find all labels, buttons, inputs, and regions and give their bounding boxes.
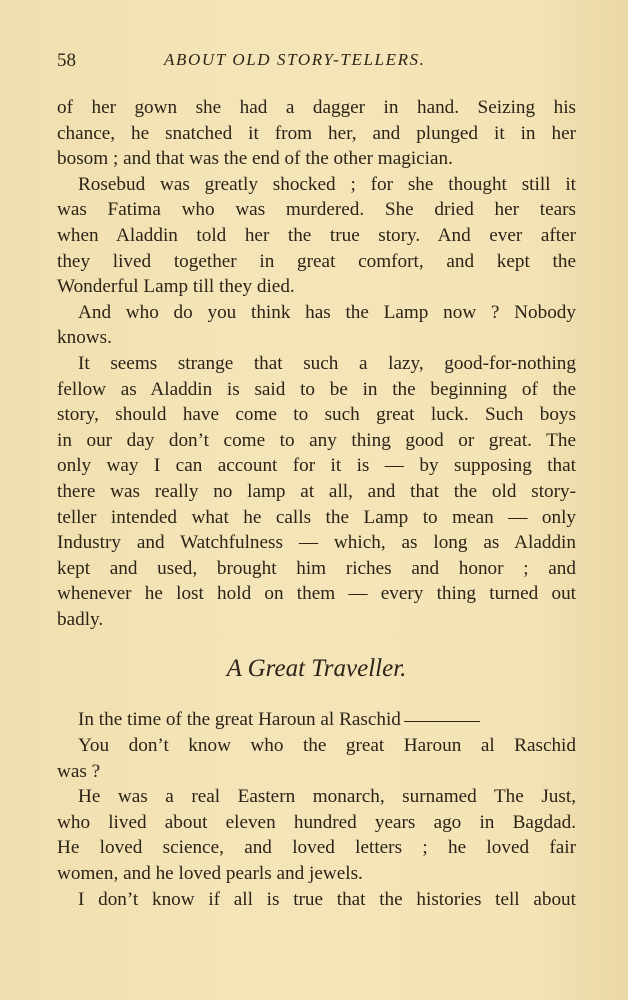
page-body: [57, 95, 576, 912]
text-line: chance, he snatched it from her, and plunged it in her: [57, 122, 576, 144]
section-title: A Great Traveller.: [226, 655, 407, 683]
text-line: whenever he lost hold on them — every thing turned out: [57, 583, 576, 605]
text-line: Industry and Watchfulness — which, as long as Aladdin: [57, 532, 576, 554]
text-line: of her gown she had a dagger in hand. Seizing his: [57, 97, 576, 118]
text-line: And who do you think has the Lamp now ? Nobody: [78, 301, 576, 323]
text-line: badly.: [57, 608, 104, 630]
text-line: they lived together in great comfort, and kept the: [57, 250, 576, 272]
text-line: Wonderful Lamp till they died.: [57, 276, 295, 298]
text-line: was ?: [57, 760, 101, 782]
text-line: I don’t know if all is true that the histories tell about: [78, 888, 576, 910]
text-line: teller intended what he calls the Lamp to mean — only: [57, 506, 576, 528]
text-line: Rosebud was greatly shocked ; for she thought still it: [78, 173, 576, 195]
text-line: there was really no lamp at all, and that the old story-: [57, 480, 576, 502]
dash-rule: [404, 721, 480, 722]
text-line: story, should have come to such great luck. Such boys: [57, 404, 576, 426]
text-line: fellow as Aladdin is said to be in the beginning of the: [57, 378, 576, 400]
text-line: He was a real Eastern monarch, surnamed The Just,: [78, 786, 576, 808]
text-line: only way I can account for it is — by supposing that: [57, 455, 576, 477]
text-line-content: In the time of the great Haroun al Raschid: [78, 709, 401, 731]
text-line: It seems strange that such a lazy, good-for-nothing: [78, 352, 576, 374]
running-header: [57, 50, 576, 80]
text-line: was Fatima who was murdered. She dried her tears: [57, 199, 576, 221]
page-number: 58: [57, 50, 76, 71]
text-line: when Aladdin told her the true story. And ever after: [57, 224, 576, 246]
text-line: [57, 707, 576, 733]
text-line: kept and used, brought him riches and honor ; and: [57, 557, 576, 579]
text-line: women, and he loved pearls and jewels.: [57, 863, 363, 885]
text-line: bosom ; and that was the end of the other magician.: [57, 148, 453, 170]
running-title: ABOUT OLD STORY-TELLERS.: [164, 50, 426, 69]
text-line: in our day don’t come to any thing good or great. The: [57, 429, 576, 451]
text-line: who lived about eleven hundred years ago in Bagdad.: [57, 811, 576, 833]
text-line: knows.: [57, 327, 112, 349]
text-line: He loved science, and loved letters ; he loved fair: [57, 837, 576, 859]
text-line: You don’t know who the great Haroun al Raschid: [78, 735, 576, 757]
